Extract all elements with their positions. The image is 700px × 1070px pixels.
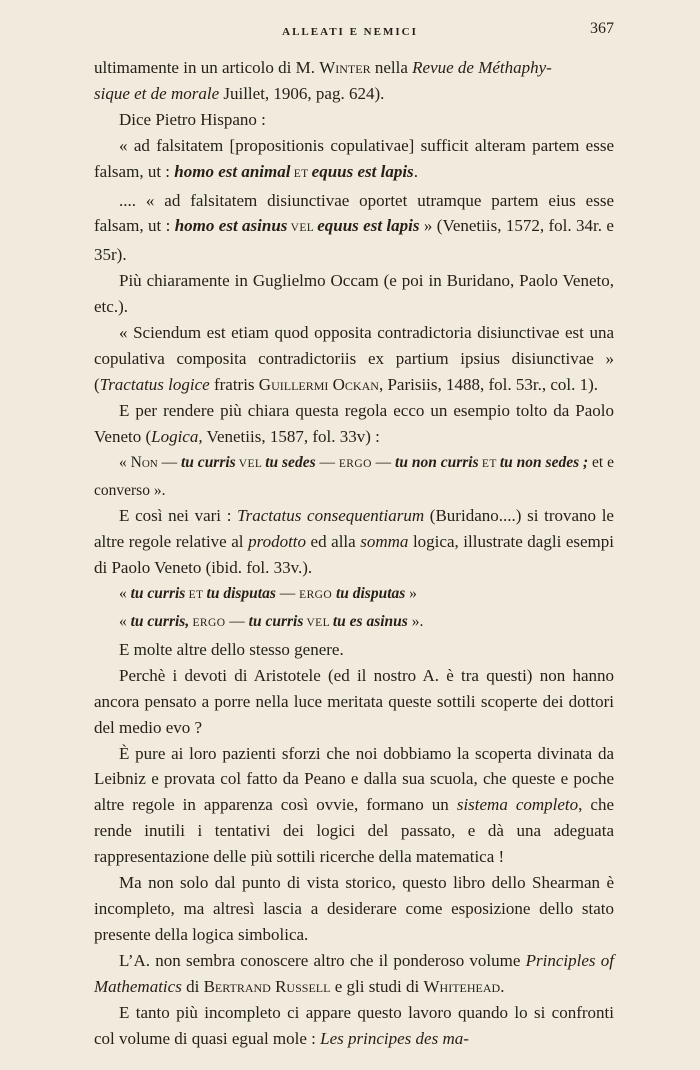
paragraph: L’A. non sembra conoscere altro che il ponderoso volume Principles of Mathematics di Bertrand Russell e gli studi di Whitehead. [94, 950, 614, 996]
running-head [0, 20, 700, 50]
paragraph: sique et de morale Juillet, 1906, pag. 624). [94, 83, 385, 103]
body-text [94, 55, 614, 1051]
page-number: 367 [590, 20, 614, 37]
paragraph: È pure ai loro pazienti sforzi che noi dobbiamo la scoperta divinata da Leibniz e provata col fatto da Peano e dalla sua scuola, che queste e poche altre regole in apparenza così ovvie, formano un sistema completo, che rende inutili i tentativi dei logici del passato, e dà una adeguata rappresentazione delle più sottili ricerche della matematica ! [94, 743, 615, 867]
paragraph: E così nei vari : Tractatus consequentiarum (Buridano....) si trovano le altre regole relative al prodotto ed alla somma logica, illustrate dagli esempi di Paolo Veneto (ibid. fol. 33v.). [94, 506, 614, 578]
paragraph: Ma non solo dal punto di vista storico, questo libro dello Shearman è incompleto, ma altresì lascia a desiderare come esposizione dello stato presente della logica simbolica. [94, 873, 614, 944]
paragraph: E per rendere più chiara questa regola ecco un esempio tolto da Paolo Veneto (Logica, Venetiis, 1587, fol. 33v) : [94, 400, 614, 446]
example: « Non — tu curris VEL tu sedes — ERGO — tu non curris ET tu non sedes ; et e converso ». [94, 453, 615, 499]
example: « tu curris, ERGO — tu curris VEL tu es asinus ». [119, 613, 424, 631]
quotation: « ad falsitatem [propositionis copulativae] sufficit alteram partem esse falsam, ut : homo est animal ET equus est lapis. [94, 135, 614, 181]
paragraph: E molte altre dello stesso genere. [119, 639, 344, 659]
quotation: « Sciendum est etiam quod opposita contradictoria disiunctivae est una copulativa composita contradictoriis ex partium ipsius disiunctivae » (Tractatus logice fratris Guillermi Ockan, Parisiis, 1488, fol. 53r., col. 1). [94, 323, 614, 394]
paragraph: ultimamente in un articolo di M. Winter nella Revue de Méthaphy- [94, 58, 552, 77]
quotation: .... « ad falsitatem disiunctivae oportet utramque partem eius esse falsam, ut : homo est asinus VEL equus est lapis » (Venetiis, 1572, fol. 34r. e 35r). [94, 190, 614, 265]
paragraph: E tanto più incompleto ci appare questo lavoro quando lo si confronti col volume di quasi egual mole : Les principes des ma- [94, 1002, 614, 1048]
paragraph: Dice Pietro Hispano : [119, 109, 266, 129]
example: « tu curris ET tu disputas — ERGO tu disputas » [119, 585, 417, 603]
paragraph: Più chiaramente in Guglielmo Occam (e poi in Buridano, Paolo Veneto, etc.). [94, 271, 614, 317]
paragraph: Perchè i devoti di Aristotele (ed il nostro A. è tra questi) non hanno ancora pensato a porre nella luce meritata queste sottili scoperte dei dottori del medio evo ? [94, 665, 614, 737]
running-title: ALLEATI E NEMICI [282, 26, 418, 38]
